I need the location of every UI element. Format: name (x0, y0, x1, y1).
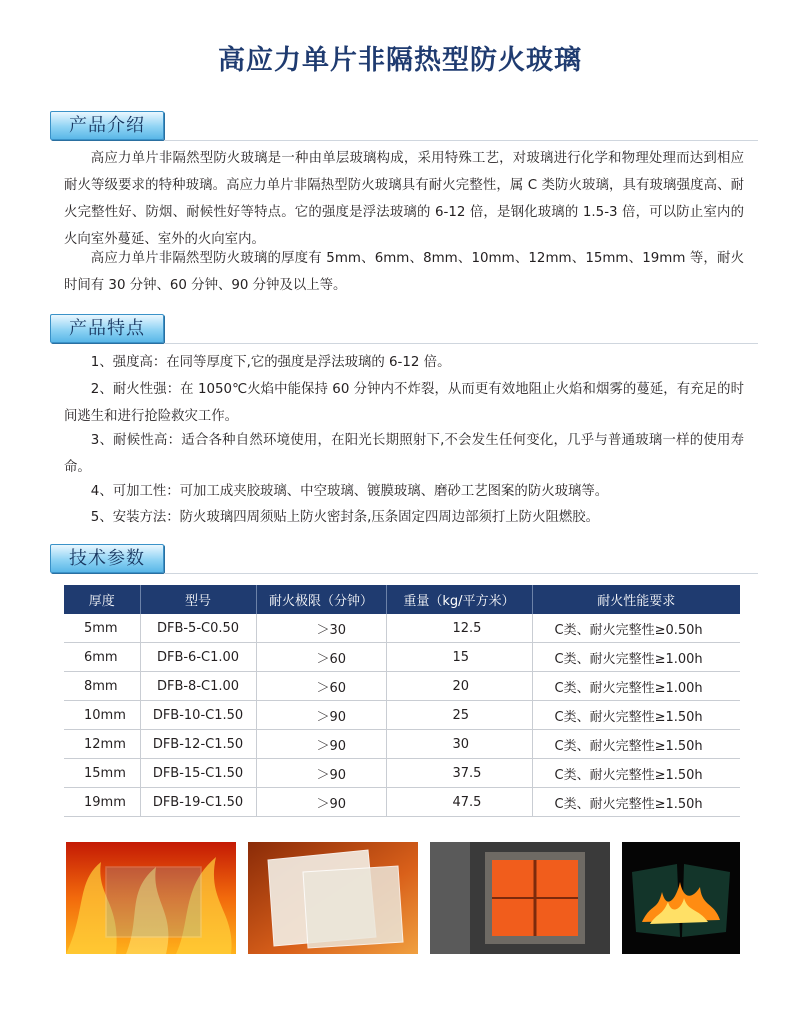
page-title: 高应力单片非隔热型防火玻璃 (218, 45, 582, 76)
table-row (64, 643, 740, 672)
feature-item-3: 3、耐候性高：适合各种自然环境使用，在阳光长期照射下,不会发生任何变化，几乎与普通玻璃一样的使用寿命。 (64, 433, 744, 475)
cell-fire-limit: ＞60 (256, 643, 386, 672)
cell-weight: 20 (386, 672, 532, 701)
cell-thickness: 19mm (64, 788, 140, 817)
cell-thickness: 8mm (64, 672, 140, 701)
table-row (64, 672, 740, 701)
table-row (64, 788, 740, 817)
cell-weight: 12.5 (386, 614, 532, 643)
cell-thickness: 15mm (64, 759, 140, 788)
photo-glass-fire-dark (622, 842, 740, 954)
cell-fire-limit: ＞90 (256, 788, 386, 817)
cell-thickness: 6mm (64, 643, 140, 672)
cell-model: DFB-19-C1.50 (140, 788, 256, 817)
cell-thickness: 12mm (64, 730, 140, 759)
cell-thickness: 5mm (64, 614, 140, 643)
cell-requirement: C类、耐火完整性≥1.00h (532, 643, 740, 672)
section-heading-features: 产品特点 (50, 314, 164, 343)
table-header-row (64, 585, 740, 614)
cell-weight: 15 (386, 643, 532, 672)
cell-requirement: C类、耐火完整性≥1.50h (532, 730, 740, 759)
cell-thickness: 10mm (64, 701, 140, 730)
cell-model: DFB-6-C1.00 (140, 643, 256, 672)
cell-model: DFB-12-C1.50 (140, 730, 256, 759)
cell-model: DFB-15-C1.50 (140, 759, 256, 788)
intro-paragraph-2: 高应力单片非隔然型防火玻璃的厚度有 5mm、6mm、8mm、10mm、12mm、15mm、19mm 等，耐火时间有 30 分钟、60 分钟、90 分钟及以上等。 (64, 251, 744, 293)
table-row (64, 759, 740, 788)
cell-requirement: C类、耐火完整性≥1.00h (532, 672, 740, 701)
cell-weight: 25 (386, 701, 532, 730)
column-header-model: 型号 (140, 585, 256, 614)
cell-fire-limit: ＞60 (256, 672, 386, 701)
cell-weight: 30 (386, 730, 532, 759)
cell-requirement: C类、耐火完整性≥1.50h (532, 701, 740, 730)
section-divider (164, 343, 758, 344)
intro-paragraph-1: 高应力单片非隔然型防火玻璃是一种由单层玻璃构成，采用特殊工艺，对玻璃进行化学和物理处理而达到相应耐火等级要求的特种玻璃。高应力单片非隔热型防火玻璃具有耐火完整性，属 C 类防火玻璃，具有玻璃强度高、耐火完整性好、防烟、耐候性好等特点。它的强度是浮法玻璃的 6-12 倍，是钢化玻璃的 1.5-3 倍，可以防止室内的火向室外蔓延、室外的火向室内。 (64, 151, 744, 247)
feature-item-1: 1、强度高：在同等厚度下,它的强度是浮法玻璃的 6-12 倍。 (90, 355, 451, 370)
cell-requirement: C类、耐火完整性≥1.50h (532, 759, 740, 788)
section-divider (164, 573, 758, 574)
column-header-fire-limit: 耐火极限（分钟） (256, 585, 386, 614)
spec-table (64, 585, 740, 817)
table-row (64, 701, 740, 730)
photo-flames-glass (66, 842, 236, 954)
cell-weight: 47.5 (386, 788, 532, 817)
section-heading-intro: 产品介绍 (50, 111, 164, 140)
feature-item-4: 4、可加工性：可加工成夹胶玻璃、中空玻璃、镀膜玻璃、磨砂工艺图案的防火玻璃等。 (90, 484, 609, 499)
feature-item-5: 5、安装方法：防火玻璃四周须贴上防火密封条,压条固定四周边部须打上防火阻燃胶。 (90, 510, 600, 525)
cell-model: DFB-5-C0.50 (140, 614, 256, 643)
column-header-requirement: 耐火性能要求 (532, 585, 740, 614)
cell-weight: 37.5 (386, 759, 532, 788)
column-header-weight: 重量（kg/平方米） (386, 585, 532, 614)
column-header-thickness: 厚度 (64, 585, 140, 614)
feature-item-2: 2、耐火性强：在 1050℃火焰中能保持 60 分钟内不炸裂，从而更有效地阻止火焰和烟雾的蔓延，有充足的时间逃生和进行抢险救灾工作。 (64, 382, 744, 424)
section-heading-specs: 技术参数 (50, 544, 164, 573)
photo-glass-panes (248, 842, 418, 954)
cell-fire-limit: ＞90 (256, 730, 386, 759)
cell-fire-limit: ＞30 (256, 614, 386, 643)
table-row (64, 614, 740, 643)
photo-furnace-test (430, 842, 610, 954)
cell-fire-limit: ＞90 (256, 701, 386, 730)
cell-model: DFB-10-C1.50 (140, 701, 256, 730)
cell-fire-limit: ＞90 (256, 759, 386, 788)
table-row (64, 730, 740, 759)
cell-model: DFB-8-C1.00 (140, 672, 256, 701)
cell-requirement: C类、耐火完整性≥1.50h (532, 788, 740, 817)
cell-requirement: C类、耐火完整性≥0.50h (532, 614, 740, 643)
section-divider (164, 140, 758, 141)
